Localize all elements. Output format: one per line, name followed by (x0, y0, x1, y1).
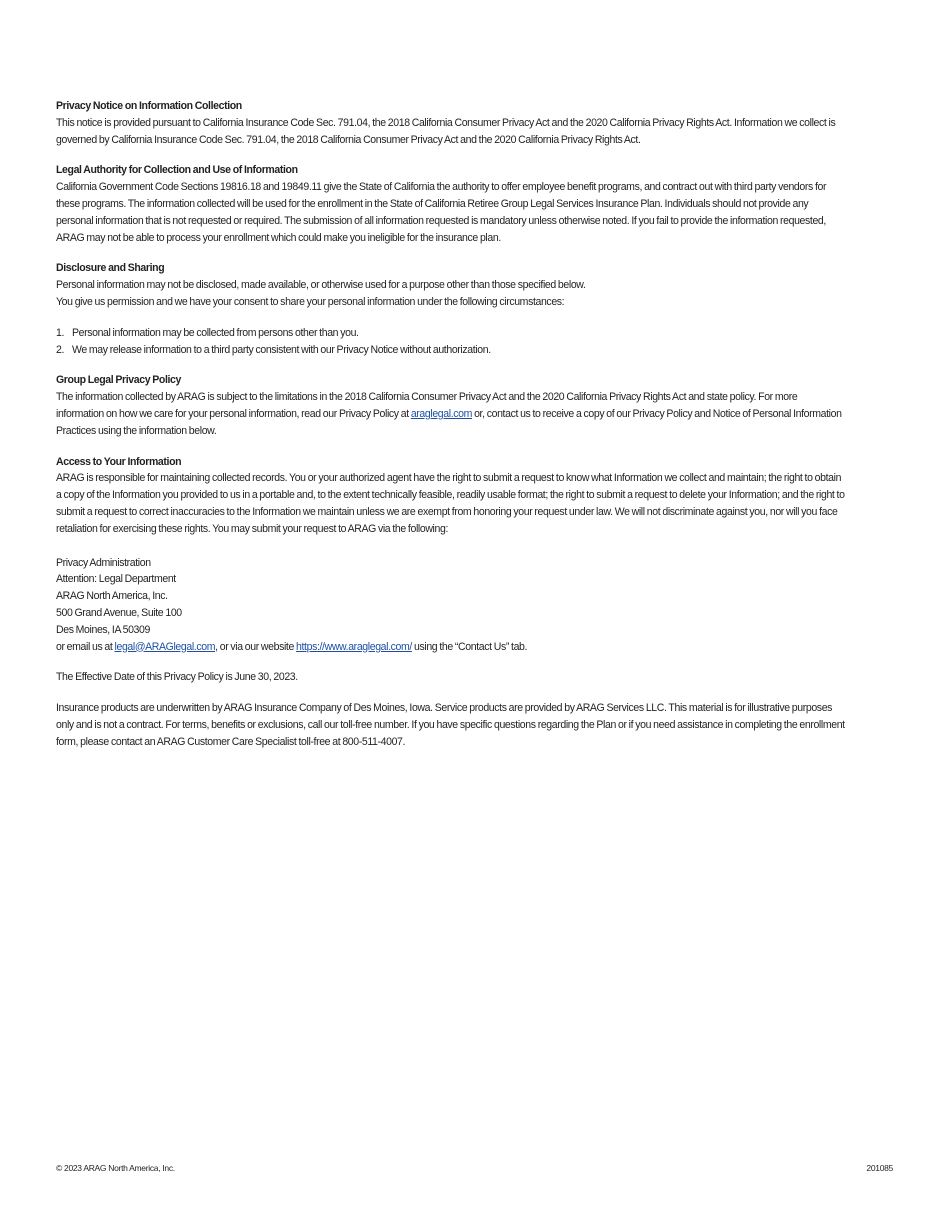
group-legal-heading: Group Legal Privacy Policy (56, 374, 182, 387)
araglegal-link[interactable]: araglegal.com (410, 407, 473, 420)
list-item-number: 1. (56, 326, 65, 339)
access-text: ARAG is responsible for maintaining collected records. You or your authorized agent have the right to submit a request to know what Information we collect and maintain; the right to obtain a copy of the Information you provided to us in a portable and, to the extent technically feasible, readily usable format; the right to submit a request to delete your Information; and the right to submit a request to correct inaccuracies to the Information we maintain unless we are exempt from honoring your request under law. We will not discriminate against you, nor will you face retaliation for exercising these rights. You may submit your request to ARAG via the following: (56, 472, 845, 535)
list-item (56, 325, 846, 342)
list-item-text: Personal information may be collected from persons other than you. (71, 326, 359, 339)
document-body (56, 98, 846, 751)
effective-date: The Effective Date of this Privacy Policy is June 30, 2023. (56, 671, 298, 684)
address-line: 500 Grand Avenue, Suite 100 (56, 606, 182, 619)
contact-line (56, 639, 846, 656)
contact-suffix: using the “Contact Us” tab. (411, 640, 528, 653)
address-line: ARAG North America, Inc. (56, 590, 168, 603)
address-line: Attention: Legal Department (56, 573, 176, 586)
footer-form-code: 201085 (866, 1163, 893, 1173)
disclosure-line-2: You give us permission and we have your consent to share your personal information under the following circumstances: (56, 295, 565, 308)
footer-copyright: © 2023 ARAG North America, Inc. (56, 1163, 175, 1173)
address-line: Des Moines, IA 50309 (56, 623, 150, 636)
disclosure-line-1: Personal information may not be disclosed, made available, or otherwise used for a purpose other than those specified below. (56, 279, 586, 292)
email-link[interactable]: legal@ARAGlegal.com (114, 640, 216, 653)
access-heading: Access to Your Information (56, 455, 182, 468)
list-item (56, 342, 846, 359)
contact-mid: , or via our website (215, 640, 297, 653)
disclaimer-text: Insurance products are underwritten by ARAG Insurance Company of Des Moines, Iowa. Service products are provided by ARAG Services LLC. This material is for illustrative purposes only and is not a contract. For terms, benefits or exclusions, call our toll-free number. If you have specific questions regarding the Plan or if you need assistance in completing the enrollment form, please contact an ARAG Customer Care Specialist toll-free at 800-511-4007. (56, 702, 845, 748)
address-line: Privacy Administration (56, 556, 151, 569)
group-legal-text (56, 389, 846, 439)
privacy-notice-text: This notice is provided pursuant to California Insurance Code Sec. 791.04, the 2018 California Consumer Privacy Act and the 2020 California Privacy Rights Act. Information we collect is governed by California Insurance Code Sec. 791.04, the 2018 California Consumer Privacy Act and the 2020 California Privacy Rights Act. (56, 116, 836, 146)
group-legal-text-start: The information collected by ARAG is subject to the limitations in the 2018 California Consumer Privacy Act and the 2020 California Privacy Rights Act and state policy. For more information on how we care for your personal information, read our Privacy Policy at (56, 391, 798, 420)
privacy-notice-heading: Privacy Notice on Information Collection (56, 100, 242, 112)
disclosure-heading: Disclosure and Sharing (56, 262, 165, 275)
legal-authority-heading: Legal Authority for Collection and Use of Information (56, 164, 298, 177)
group-legal-text-end: or, contact us to receive a copy of our Privacy Policy and Notice of Personal Information Practices using the information below. (56, 407, 842, 437)
website-link[interactable]: https://www.araglegal.com/ (296, 640, 412, 653)
legal-authority-text: California Government Code Sections 19816.18 and 19849.11 give the State of California the authority to offer employee benefit programs, and contract out with third party vendors for these programs. The information collected will be used for the enrollment in the State of California Retiree Group Legal Services Insurance Plan. Individuals should not provide any personal information that is not requested or required. The submission of all information requested is mandatory unless otherwise noted. If you fail to provide the information requested, ARAG may not be able to process your enrollment which could make you ineligible for the insurance plan. (56, 181, 827, 244)
contact-prefix: or email us at (56, 640, 115, 653)
list-item-text: We may release information to a third party consistent with our Privacy Notice without authorization. (71, 343, 491, 356)
mailing-address (56, 555, 846, 639)
disclosure-list (56, 325, 846, 359)
list-item-number: 2. (56, 343, 65, 356)
